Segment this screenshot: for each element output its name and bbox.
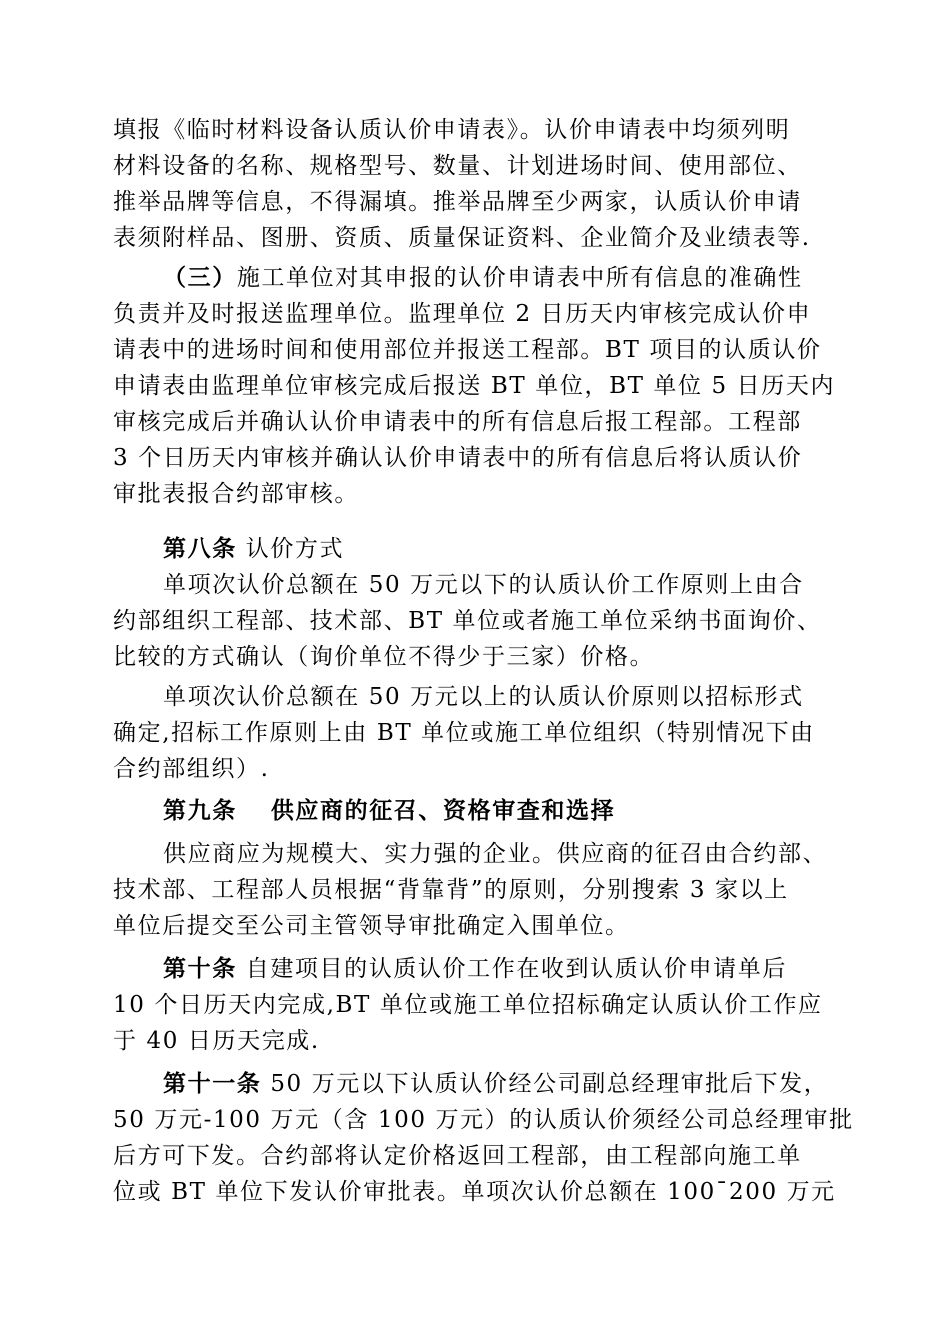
paragraph-line: 于 40 日历天完成. xyxy=(113,1028,320,1054)
paragraph-line: 单项次认价总额在 50 万元以上的认质认价原则以招标形式 xyxy=(163,684,804,710)
paragraph-line: 填报《临时材料设备认质认价申请表》。认价申请表中均须列明 xyxy=(113,117,791,143)
paragraph-line: 申请表由监理单位审核完成后报送 BT 单位，BT 单位 5 日历天内 xyxy=(113,373,836,399)
article-9-line xyxy=(163,793,910,829)
article-9-heading: 第九条 xyxy=(163,797,237,824)
section-three-line: （三）施工单位对其申报的认价申请表中所有信息的准确性 xyxy=(163,264,803,291)
paragraph-line: 约部组织工程部、技术部、BT 单位或者施工单位采纳书面询价、 xyxy=(113,608,822,634)
paragraph-line: 请表中的进场时间和使用部位并报送工程部。BT 项目的认质认价 xyxy=(113,337,822,363)
paragraph-line: 合约部组织）. xyxy=(113,756,270,782)
article-11-heading: 第十一条 xyxy=(163,1070,262,1097)
paragraph-line: 单位后提交至公司主管领导审批确定入围单位。 xyxy=(113,913,630,939)
article-8-heading: 第八条 xyxy=(163,535,237,562)
paragraph-line: 50 万元-100 万元（含 100 万元）的认质认价须经公司总经理审批 xyxy=(113,1107,854,1133)
article-10-line: 第十条 自建项目的认质认价工作在收到认质认价申请单后 xyxy=(163,955,787,982)
paragraph-line: 技术部、工程部人员根据“背靠背”的原则，分别搜索 3 家以上 xyxy=(113,877,789,903)
article-8-line: 第八条 认价方式 xyxy=(163,535,345,562)
paragraph-line: 单项次认价总额在 50 万元以下的认质认价工作原则上由合 xyxy=(163,572,804,598)
paragraph-line: 材料设备的名称、规格型号、数量、计划进场时间、使用部位、 xyxy=(113,153,802,179)
paragraph-line: 10 个日历天内完成,BT 单位或施工单位招标确定认质认价工作应 xyxy=(113,992,823,1018)
paragraph-line: 推举品牌等信息，不得漏填。推举品牌至少两家，认质认价申请 xyxy=(113,189,802,215)
paragraph-line: 后方可下发。合约部将认定价格返回工程部，由工程部向施工单 xyxy=(113,1143,802,1169)
paragraph-line: 负责并及时报送监理单位。监理单位 2 日历天内审核完成认价申 xyxy=(113,301,812,327)
paragraph-line: 审批表报合约部审核。 xyxy=(113,481,359,507)
paragraph-line: 比较的方式确认（询价单位不得少于三家）价格。 xyxy=(113,644,655,670)
article-11-line: 第十一条 50 万元以下认质认价经公司副总经理审批后下发， xyxy=(163,1070,829,1097)
article-9-title: 供应商的征召、资格审查和选择 xyxy=(270,797,616,824)
article-10-heading: 第十条 xyxy=(163,955,237,982)
paragraph-line: 表须附样品、图册、资质、质量保证资料、企业简介及业绩表等. xyxy=(113,225,811,251)
section-three-heading: （三） xyxy=(163,264,237,291)
paragraph-line: 确定,招标工作原则上由 BT 单位或施工单位组织（特别情况下由 xyxy=(113,720,815,746)
paragraph-line: 供应商应为规模大、实力强的企业。供应商的征召由合约部、 xyxy=(163,841,828,867)
paragraph-line: 3 个日历天内审核并确认认价申请表中的所有信息后将认质认价 xyxy=(113,445,803,471)
paragraph-line: 审核完成后并确认认价申请表中的所有信息后报工程部。工程部 xyxy=(113,409,802,435)
paragraph-line: 位或 BT 单位下发认价审批表。单项次认价总额在 100¯200 万元 xyxy=(113,1179,836,1205)
